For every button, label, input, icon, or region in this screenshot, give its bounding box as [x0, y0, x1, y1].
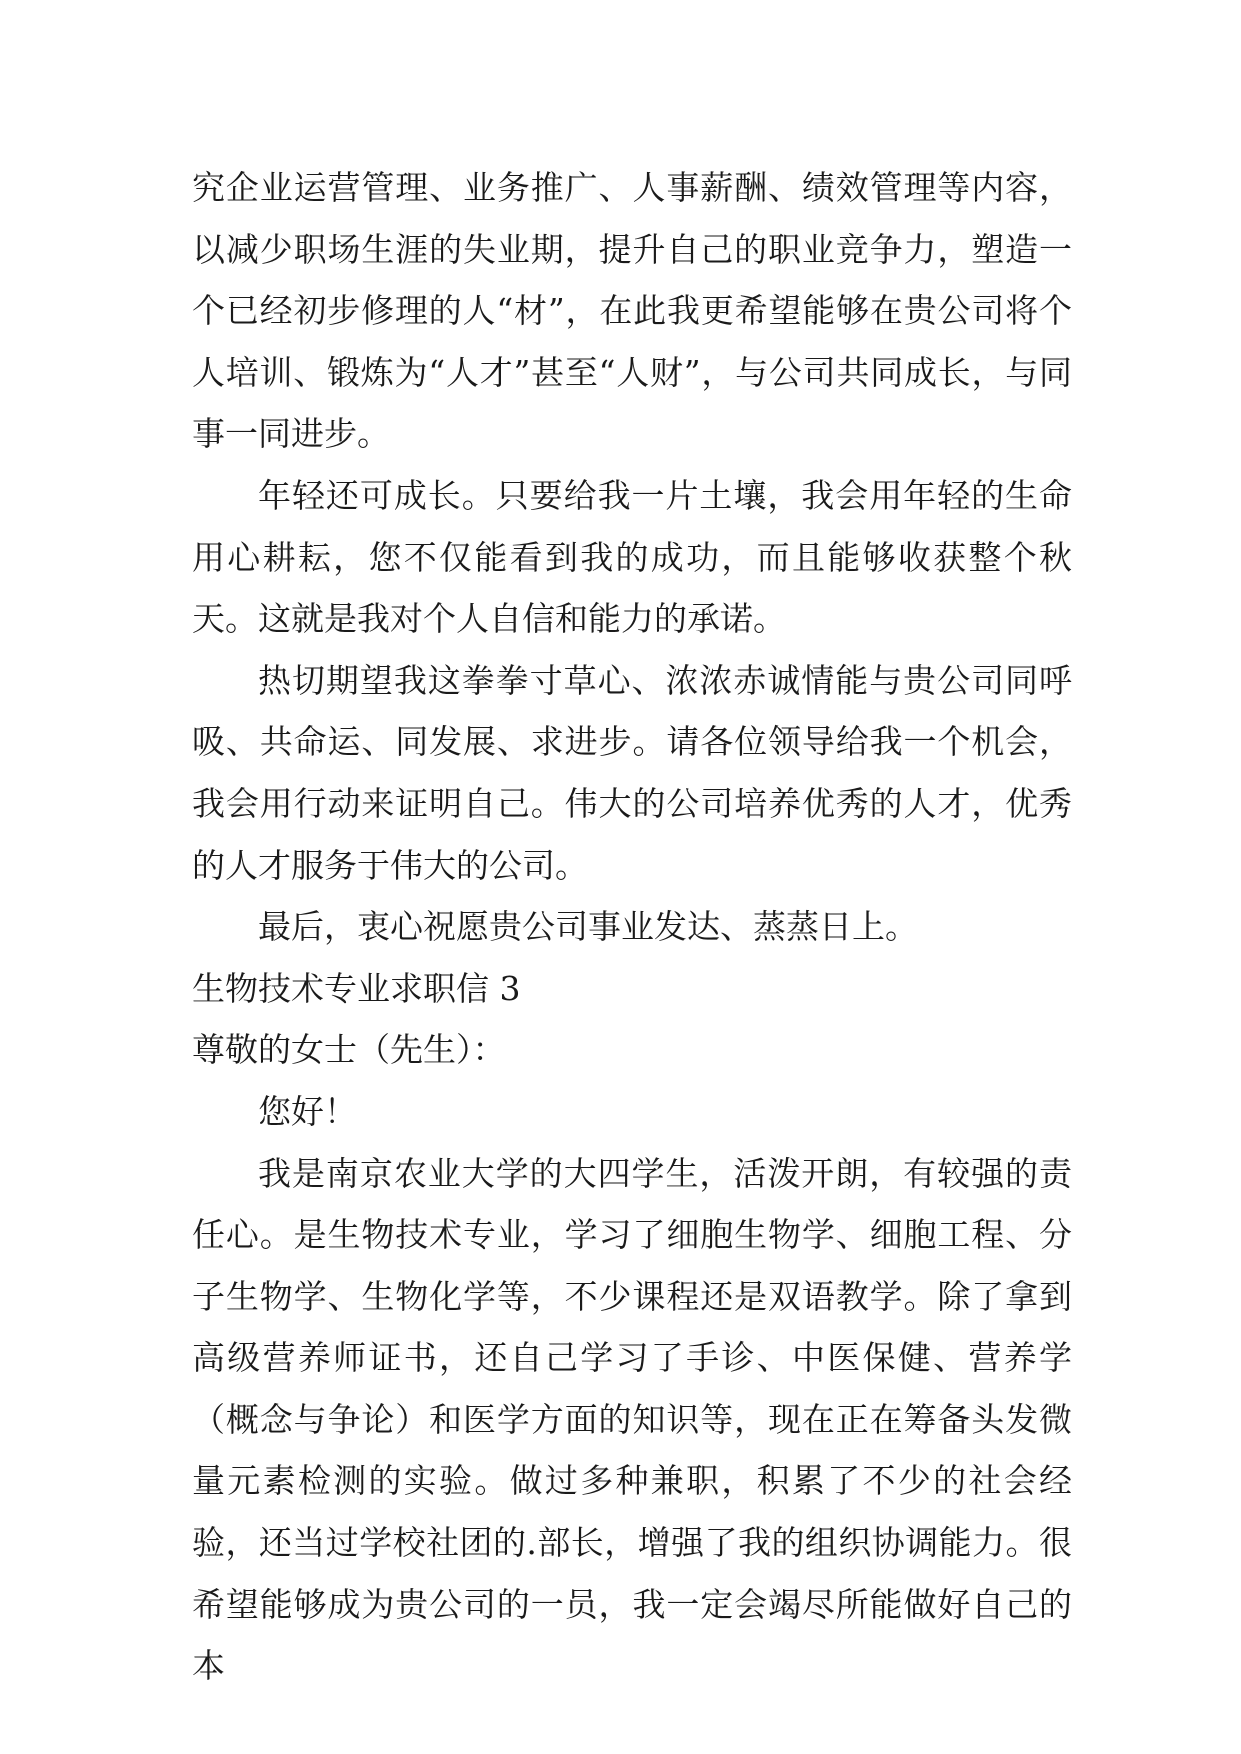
paragraph-youth: 年轻还可成长。只要给我一片土壤，我会用年轻的生命用心耕耘，您不仅能看到我的成功，而且能够收获整个秋天。这就是我对个人自信和能力的承诺。 — [192, 475, 1072, 639]
greeting: 您好！ — [258, 1091, 357, 1131]
salutation: 尊敬的女士（先生）： — [192, 1030, 506, 1070]
paragraph-expectation: 热切期望我这拳拳寸草心、浓浓赤诚情能与贵公司同呼吸、共命运、同发展、求进步。请各位领导给我一个机会，我会用行动来证明自己。伟大的公司培养优秀的人才，优秀的人才服务于伟大的公司。 — [192, 660, 1072, 885]
paragraph-continuation: 究企业运营管理、业务推广、人事薪酬、绩效管理等内容，以减少职场生涯的失业期，提升自己的职业竞争力，塑造一个已经初步修理的人“材”，在此我更希望能够在贵公司将个人培训、锻炼为“人才”甚至“人财”，与公司共同成长，与同事一同进步。 — [192, 168, 1072, 454]
paragraph-introduction: 我是南京农业大学的大四学生，活泼开朗，有较强的责任心。是生物技术专业，学习了细胞生物学、细胞工程、分子生物学、生物化学等，不少课程还是双语教学。除了拿到高级营养师证书，还自己学习了手诊、中医保健、营养学（概念与争论）和医学方面的知识等，现在正在筹备头发微量元素检测的实验。做过多种兼职，积累了不少的社会经验，还当过学校社团的.部长，增强了我的组织协调能力。很希望能够成为贵公司的一员，我一定会竭尽所能做好自己的本 — [192, 1153, 1072, 1686]
letter-heading: 生物技术专业求职信 3 — [192, 968, 521, 1008]
document-body — [192, 157, 1072, 1697]
paragraph-closing-wish: 最后，衷心祝愿贵公司事业发达、蒸蒸日上。 — [258, 907, 918, 947]
